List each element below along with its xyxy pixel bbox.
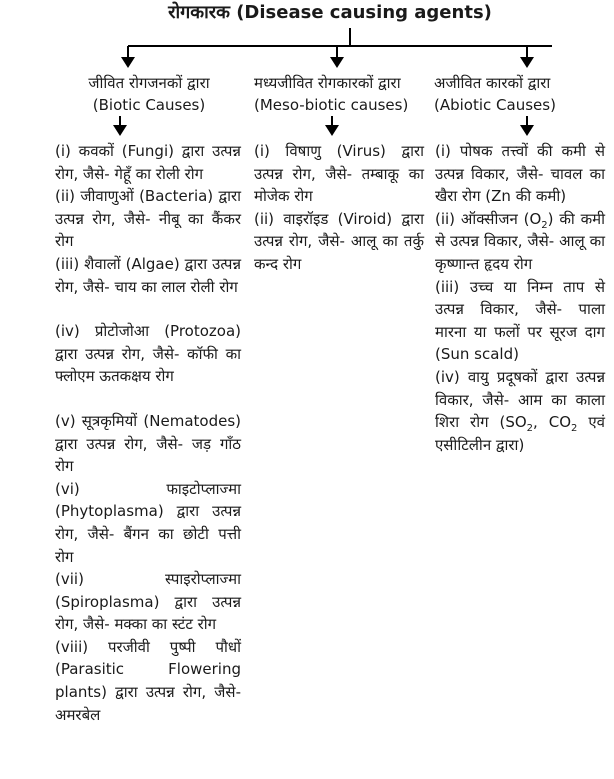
- list-item-text: (iii) उच्च या निम्न ताप से उत्पन्न विकार, जैसे- पाला मारना या फलों पर सूरज दाग (Sun scald): [435, 277, 605, 364]
- branch-subheading-text: (Abiotic Causes): [434, 96, 556, 114]
- branch-subheading-text: (Meso-biotic causes): [254, 96, 409, 114]
- list-item: [435, 276, 605, 366]
- list-item: (vi) फाइटोप्लाज्मा (Phytoplasma) द्वारा उत्पन्न रोग, जैसे- बैंगन का छोटी पत्ती रोग: [55, 479, 241, 566]
- subscript: 2: [526, 423, 534, 435]
- list-item-text: , CO: [533, 413, 572, 432]
- arrow-mesobiotic: [330, 57, 344, 68]
- list-item: [435, 140, 605, 208]
- biotic-causes-list: [55, 140, 241, 726]
- list-item: [435, 208, 605, 276]
- branch-heading-biotic: [78, 72, 220, 116]
- list-item: (vii) स्पाइरोप्लाज्मा (Spiroplasma) द्वारा उत्पन्न रोग, जैसे- मक्का का स्टंट रोग: [55, 570, 241, 634]
- branch-heading-mesobiotic: [254, 72, 420, 116]
- branch-subheading-text: (Biotic Causes): [92, 96, 206, 114]
- list-item: (ii) वाइरॉइड (Viroid) द्वारा उत्पन्न रोग, जैसे- आलू का तर्कु कन्द रोग: [254, 209, 424, 273]
- arrow-biotic: [121, 57, 135, 68]
- branch-heading-text: अजीवित कारकों द्वारा: [434, 74, 551, 92]
- diagram-title: रोगकारक (Disease causing agents): [168, 2, 492, 23]
- list-item-text: (iv) वायु प्रदूषकों द्वारा उत्पन्न विकार, जैसे- आम का काला शिरा रोग (SO: [435, 367, 605, 432]
- list-item-text: (i) पोषक तत्त्वों की कमी से उत्पन्न विकार, जैसे- चावल का खैरा रोग (Zn की कमी): [435, 142, 605, 206]
- arrow-abiotic: [520, 57, 534, 68]
- arrow-biotic-items: [113, 125, 127, 136]
- list-item-text: (ii) ऑक्सीजन (O: [435, 209, 542, 228]
- spacer: [55, 298, 241, 320]
- branch-heading-text: मध्यजीवित रोगकारकों द्वारा: [254, 74, 401, 92]
- list-item: (iv) प्रोटोजोआ (Protozoa) द्वारा उत्पन्न रोग, जैसे- कॉफी का फ्लोएम ऊतकक्षय रोग: [55, 322, 241, 386]
- list-item: (i) विषाणु (Virus) द्वारा उत्पन्न रोग, जैसे- तम्बाकू का मोजेक रोग: [254, 142, 424, 206]
- abiotic-causes-list: [435, 140, 605, 456]
- subscript: 2: [571, 423, 578, 435]
- branch-heading-text: जीवित रोगजनकों द्वारा: [88, 74, 210, 92]
- arrow-mesobiotic-items: [325, 125, 339, 136]
- spacer: [55, 388, 241, 410]
- list-item: [435, 366, 605, 456]
- branch-heading-abiotic: [434, 72, 574, 116]
- mesobiotic-causes-list: [254, 140, 424, 276]
- list-item: (v) सूत्रकृमियों (Nematodes) द्वारा उत्पन्न रोग, जैसे- जड़ गाँठ रोग: [55, 411, 241, 476]
- subscript: 2: [541, 219, 548, 231]
- list-item-text: ) की कमी से उत्पन्न विकार, जैसे- आलू का कृष्णान्त हृदय रोग: [435, 209, 605, 273]
- list-item: (ii) जीवाणुओं (Bacteria) द्वारा उत्पन्न रोग, जैसे- नीबू का कैंकर रोग: [55, 187, 241, 251]
- list-item: (viii) परजीवी पुष्पी पौधों (Parasitic Flowering plants) द्वारा उत्पन्न रोग, जैसे- अमरबेल: [55, 637, 241, 724]
- list-item: (iii) शैवालों (Algae) द्वारा उत्पन्न रोग, जैसे- चाय का लाल रोली रोग: [55, 254, 241, 296]
- arrow-abiotic-items: [520, 125, 534, 136]
- list-item: (i) कवकों (Fungi) द्वारा उत्पन्न रोग, जैसे- गेहूँ का रोली रोग: [55, 142, 241, 183]
- list-item-text: एवं एसीटिलीन द्वारा): [435, 413, 605, 454]
